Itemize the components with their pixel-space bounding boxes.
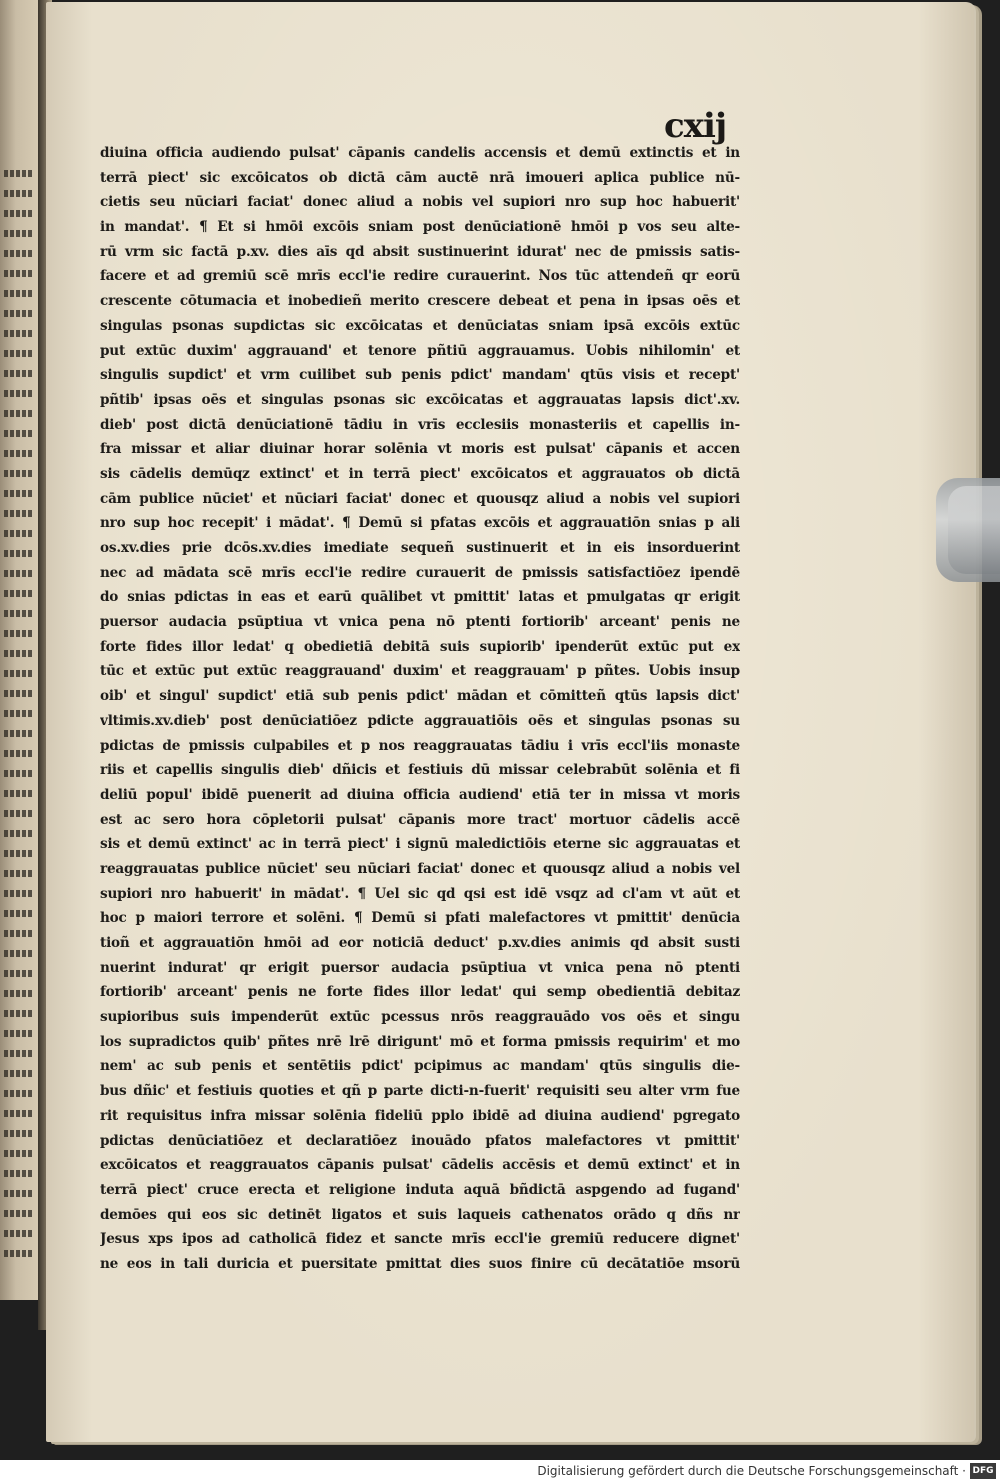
text-line: vltimis.xv.dieb' post denūciatiōez pdicte aggrauatiōis oēs et singulas psonas su (100, 712, 740, 729)
text-line: pdictas denūciatiōez et declaratiōez inouādo pfatos malefactores vt pmittit' (100, 1132, 740, 1149)
text-line: pñtib' ipsas oēs et singulas psonas sic excōicatas et aggrauatas lapsis dict'.xv. (100, 391, 740, 408)
text-line: bus dñic' et festiuis quoties et qñ p parte dicti-n-fuerit' requisiti seu alter vrm fue (100, 1083, 740, 1100)
text-line: in mandat'. ¶ Et si hmōi excōis sniam post denūciationē hmōi p vos seu alte- (100, 219, 740, 236)
text-line: nro sup hoc recepit' i mādat'. ¶ Demū si pfatas excōis et aggrauatiōn snias p ali (100, 515, 740, 532)
text-line: Jesus xps ipos ad catholicā fidez et sancte mrīs eccl'ie gremiū reducere dignet' (100, 1231, 740, 1248)
text-line: terrā piect' sic excōicatos ob dictā cām auctē nrā imoueri aplica publice nū- (100, 169, 740, 186)
text-line: do snias pdictas in eas et earū quālibet vt pmittit' latas et pmulgatas qr erigit (100, 589, 740, 606)
text-line: hoc p maiori terrore et solēni. ¶ Demū si pfati malefactores vt pmittit' denūcia (100, 910, 740, 927)
text-line: singulas psonas supdictas sic excōicatas et denūciatas sniam ipsā excōis extūc (100, 317, 740, 334)
text-line: rit requisitus infra missar solēnia fideliū pplo ibidē ad diuina audiend' pgregato (100, 1107, 740, 1124)
text-line: fortiorib' arceant' penis ne forte fides illor ledat' qui semp obedientiā debitaz (100, 984, 740, 1001)
dfg-logo: DFG (970, 1463, 996, 1479)
text-line: terrā piect' cruce erecta et religione induta aquā bñdictā aspgendo ad fugand' (100, 1181, 740, 1198)
text-line: sis cādelis demūqz extinct' et in terrā piect' excōicatos et aggrauatos ob dictā (100, 465, 740, 482)
text-line: puersor audacia psūptiua vt vnica pena nō ptenti fortiorib' arceant' penis ne (100, 614, 740, 631)
text-line: los supradictos quib' pñtes nrē lrē dirigunt' mō et forma pmissis requirim' et mo (100, 1033, 740, 1050)
text-line: cietis seu nūciari faciat' donec aliud a nobis vel supiori nro sup hoc habuerit' (100, 194, 740, 211)
text-line: demōes qui eos sic detinēt ligatos et suis laqueis cathenatos orādo q dñs nr (100, 1206, 740, 1223)
text-line: sis et demū extinct' ac in terrā piect' i signū maledictiōis eterne sic aggrauatas et (100, 836, 740, 853)
text-line: facere et ad gremiū scē mrīs eccl'ie redire curauerint. Nos tūc attendeñ qr eorū (100, 268, 740, 285)
text-line: fra missar et aliar diuinar horar solēnia vt moris est pulsat' cāpanis et accen (100, 441, 740, 458)
text-line: os.xv.dies prie dcōs.xv.dies imediate sequeñ sustinuerit et in eis insorduerint (100, 540, 740, 556)
text-line: crescente cōtumacia et inobedieñ merito crescere debeat et pena in ipsas oēs et (100, 293, 740, 310)
page-clip-highlight (948, 486, 1000, 574)
text-line: cām publice nūciet' et nūciari faciat' donec et quousqz aliud a nobis vel supiori (100, 490, 740, 507)
text-line: nem' ac sub penis et sentētiis pdict' pcipimus ac mandam' qtūs singulis die- (100, 1058, 740, 1075)
text-line: est ac sero hora cōpletorii pulsat' cāpanis more tract' mortuor cādelis accē (100, 811, 740, 828)
text-line: rū vrm sic factā p.xv. dies aīs qd absit sustinuerint idurat' nec de pmissis satis- (100, 243, 740, 260)
folio-number: cxij (664, 106, 727, 146)
text-line: nuerint indurat' qr erigit puersor audacia psūptiua vt vnica pena nō ptenti (100, 959, 740, 976)
text-line: forte fides illor ledat' q obedietiā debitā suis supiorib' ipenderūt extūc put ex (100, 638, 740, 655)
facing-page-edge (0, 0, 40, 1300)
text-line: diuina officia audiendo pulsat' cāpanis candelis accensis et demū extinctis et in (100, 145, 740, 161)
text-line: tioñ et aggrauatiōn hmōi ad eor noticiā deduct' p.xv.dies animis qd absit susti (100, 935, 740, 951)
digitization-footer (0, 1460, 1000, 1482)
body-text (100, 141, 740, 1277)
text-line: put extūc duxim' aggrauand' et tenore pñtiū aggrauamus. Uobis nihilomin' et (100, 342, 740, 359)
text-line: pdictas de pmissis culpabiles et p nos reaggrauatas tādiu i vrīs eccl'iis monaste (100, 737, 740, 754)
text-line: dieb' post dictā denūciationē tādiu in vrīs ecclesiis monasteriis et capellis in- (100, 416, 740, 433)
text-line: ne eos in tali duricia et puersitate pmittat dies suos finire cū decātatiōe msorū (100, 1255, 740, 1272)
text-line: riis et capellis singulis dieb' dñicis et festiuis dū missar celebrabūt solēnia et fi (100, 762, 740, 779)
text-line: nec ad mādata scē mrīs eccl'ie redire curauerit de pmissis satisfactiōez ipendē (100, 564, 740, 581)
text-line: reaggrauatas publice nūciet' seu nūciari faciat' donec et quousqz aliud a nobis vel (100, 860, 740, 877)
text-line: singulis supdict' et vrm cuilibet sub penis pdict' mandam' qtūs visis et recept' (100, 367, 740, 384)
funding-credit: Digitalisierung gefördert durch die Deutsche Forschungsgemeinschaft · (537, 1464, 966, 1478)
text-line: deliū popul' ibidē puenerit ad diuina officia audiend' etiā ter in missa vt moris (100, 786, 740, 803)
text-line: supiori nro habuerit' in mādat'. ¶ Uel sic qd qsi est idē vsqz ad cl'am vt aūt et (100, 885, 740, 902)
text-line: tūc et extūc put extūc reaggrauand' duxim' et reaggrauam' p pñtes. Uobis insup (100, 663, 740, 680)
text-line: oib' et singul' supdict' etiā sub penis pdict' mādan et cōmitteñ qtūs lapsis dict' (100, 688, 740, 705)
text-line: excōicatos et reaggrauatos cāpanis pulsat' cādelis accēsis et demū extinct' et in (100, 1157, 740, 1174)
text-line: supioribus suis impenderūt extūc pcessus nrōs reaggrauādo vos oēs et singu (100, 1009, 740, 1026)
facing-page-text-fragment (4, 170, 34, 1270)
